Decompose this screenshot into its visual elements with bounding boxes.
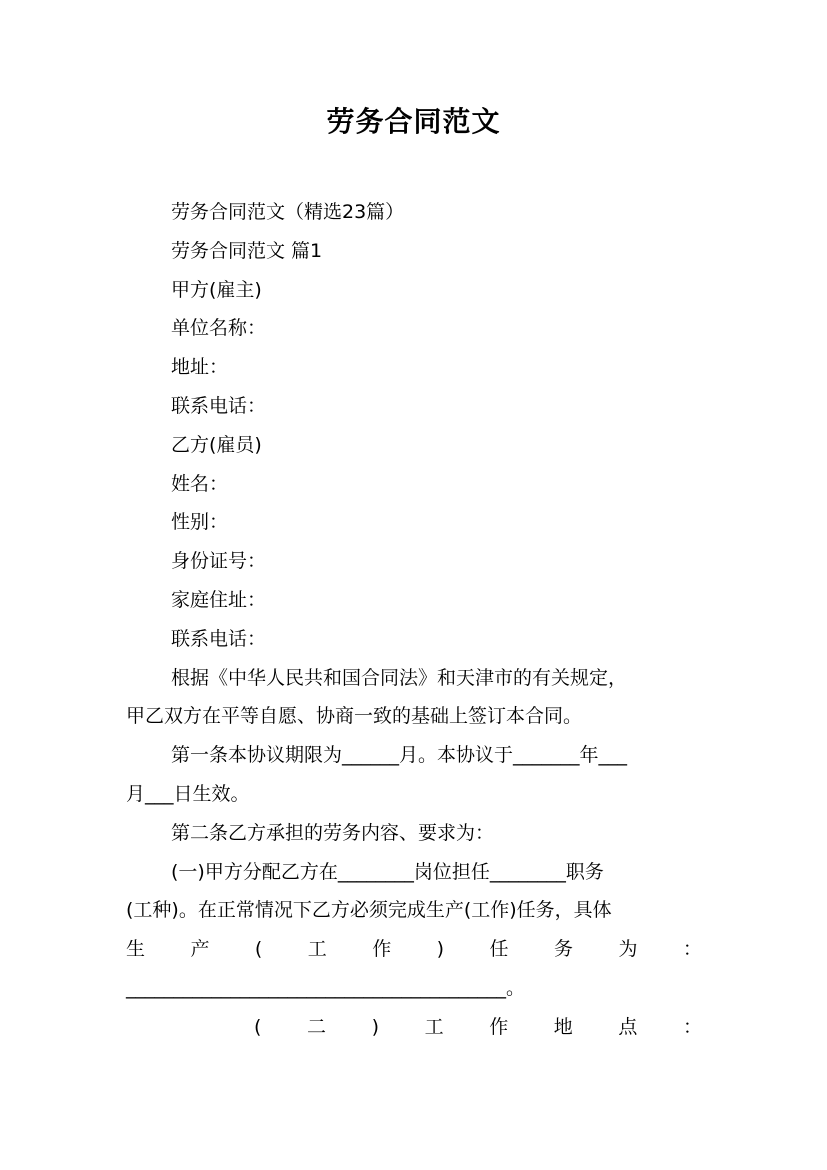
spaced-char: 二 xyxy=(307,1015,327,1038)
spaced-char: 工 xyxy=(424,1015,444,1038)
spaced-char: 为 xyxy=(618,938,638,961)
paragraph-line: 联系电话： xyxy=(171,627,267,650)
spaced-char: 产 xyxy=(190,938,210,961)
spaced-char: ) xyxy=(436,938,445,961)
paragraph-line: 甲方(雇主) xyxy=(171,278,262,301)
spaced-char: ( xyxy=(254,1015,262,1038)
paragraph-line: 劳务合同范文（精选23篇） xyxy=(171,201,405,223)
paragraph-line: 单位名称： xyxy=(171,317,267,340)
spaced-char: ： xyxy=(682,1015,702,1038)
spaced-char: 务 xyxy=(553,938,573,961)
document-title: 劳务合同范文 xyxy=(326,105,501,138)
spaced-char: 作 xyxy=(372,938,392,961)
paragraph-line: 月___日生效。 xyxy=(126,782,250,805)
spaced-line xyxy=(126,930,702,969)
document-body xyxy=(126,193,702,1047)
spaced-char: 任 xyxy=(489,938,509,961)
paragraph-line: (工种)。在正常情况下乙方必须完成生产(工作)任务，具体 xyxy=(126,899,612,922)
spaced-char: 工 xyxy=(307,938,327,961)
paragraph-line: ________________________________________。 xyxy=(126,976,526,999)
paragraph-line: 根据《中华人民共和国合同法》和天津市的有关规定， xyxy=(171,666,628,689)
spaced-char: 点 xyxy=(618,1015,638,1038)
paragraph-line: 地址： xyxy=(171,356,229,379)
paragraph-line: 甲乙双方在平等自愿、协商一致的基础上签订本合同。 xyxy=(126,705,583,728)
paragraph-line: 身份证号： xyxy=(171,550,267,573)
paragraph-line: 劳务合同范文 篇1 xyxy=(171,239,323,262)
spaced-char: ： xyxy=(682,938,702,961)
spaced-char: 作 xyxy=(489,1015,509,1038)
paragraph-line: 第一条本协议期限为______月。本协议于_______年___ xyxy=(171,744,628,767)
paragraph-line: 乙方(雇员) xyxy=(171,433,262,456)
spaced-char: ( xyxy=(254,938,263,961)
paragraph-line: 联系电话： xyxy=(171,394,267,417)
paragraph-line: 家庭住址： xyxy=(171,588,267,611)
paragraph-line: (一)甲方分配乙方在________岗位担任________职务 xyxy=(171,860,604,883)
spaced-char: 地 xyxy=(553,1015,573,1038)
paragraph-line: 第二条乙方承担的劳务内容、要求为： xyxy=(171,821,495,844)
spaced-char: 生 xyxy=(126,938,146,961)
paragraph-line: 性别： xyxy=(171,511,229,534)
spaced-char: ) xyxy=(371,1015,380,1038)
paragraph-line: 姓名： xyxy=(171,472,229,495)
spaced-line xyxy=(126,1008,702,1047)
